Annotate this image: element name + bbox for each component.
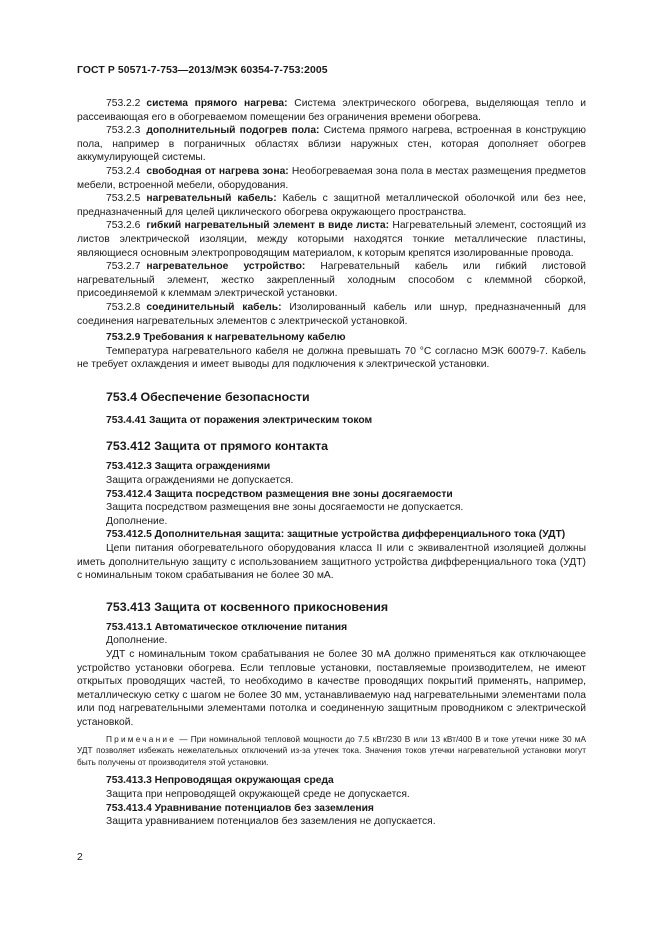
paragraph: Цепи питания обогревательного оборудования класса II или с эквивалентной изоляцией должны иметь дополнительную защиту с использованием защитного устройства дифференциального тока (УДТ) с номинальным током срабатывания не более 30 мА.: [77, 543, 586, 582]
definition-number: 753.2.4: [106, 165, 141, 177]
definition-term: гибкий нагревательный элемент в виде листа:: [146, 220, 390, 232]
section-heading-753-2-9: 753.2.9 Требования к нагревательному кабелю: [106, 332, 346, 344]
definition-number: 753.2.3: [106, 125, 141, 137]
definition-item: [77, 165, 586, 192]
definition-item: [77, 124, 586, 165]
note: [77, 734, 586, 769]
paragraph: Дополнение.: [106, 635, 168, 647]
section-heading-753-413-4: 753.413.4 Уравнивание потенциалов без заземления: [106, 802, 374, 814]
definition-term: дополнительный подогрев пола:: [146, 125, 320, 137]
definition-term: соединительный кабель:: [146, 301, 282, 313]
definition-number: 753.2.8: [106, 301, 141, 313]
definition-text: Кабель с защитной металлической оболочкой или без нее, предназначенный для целей циклического обогрева окружающего пространства.: [77, 193, 586, 218]
definition-item: [77, 97, 586, 124]
definition-item: [77, 260, 586, 301]
section-heading-753-4: 753.4 Обеспечение безопасности: [106, 389, 310, 404]
definition-text: Изолированный кабель или шнур, предназначенный для соединения нагревательных элементов с электрической установкой.: [77, 301, 586, 327]
paragraph: Температура нагревательного кабеля не должна превышать 70 °С согласно МЭК 60079-7. Кабель не требует охлаждения и имеет выводы для подключения к электрической установки.: [77, 345, 586, 371]
paragraph: Защита ограждениями не допускается.: [106, 475, 294, 487]
section-heading-753-413: 753.413 Защита от косвенного прикосновения: [106, 599, 389, 614]
section-heading-753-412-3: 753.412.3 Защита ограждениями: [106, 461, 271, 473]
section-heading-753-412-5: 753.412.5 Дополнительная защита: защитные устройства дифференциального тока (УДТ): [106, 529, 566, 541]
definition-term: система прямого нагрева:: [146, 98, 288, 109]
section-heading-753-413-1: 753.413.1 Автоматическое отключение питания: [106, 621, 348, 633]
definition-text: Нагревательный элемент, состоящий из листов электрической изоляции, между которыми находятся тонкие металлические пластины, являющиеся основным электропроводящим материалом, к которым крепятся изолированные провода.: [77, 220, 586, 259]
document-header: ГОСТ Р 50571-7-753—2013/МЭК 60354-7-753:2005: [77, 65, 328, 76]
definition-number: 753.2.7: [106, 261, 141, 273]
definition-number: 753.2.6: [106, 220, 141, 232]
page-content: [77, 97, 586, 829]
section-heading-753-413-3: 753.413.3 Непроводящая окружающая среда: [106, 775, 334, 787]
note-label: Примечание: [106, 733, 177, 744]
definition-term: свободная от нагрева зона:: [146, 165, 289, 177]
paragraph: Защита посредством размещения вне зоны досягаемости не допускается.: [106, 502, 464, 514]
section-heading-753-412: 753.412 Защита от прямого контакта: [106, 439, 329, 454]
definition-item: [77, 301, 586, 328]
page-number: 2: [77, 852, 83, 863]
section-heading-753-4-41: 753.4.41 Защита от поражения электрическим током: [106, 414, 373, 426]
definitions-list: [77, 97, 586, 328]
definition-text: Нагревательный кабель или гибкий листовой нагревательный элемент, жестко закрепленный холодным способом с клеммной сборкой, присоединяемой к клеммам электрической установки.: [77, 261, 586, 300]
paragraph: Защита при непроводящей окружающей среде не допускается.: [106, 788, 410, 800]
definition-number: 753.2.5: [106, 193, 141, 205]
note-text: — При номинальной тепловой мощности до 7.5 кВт/230 В или 13 кВт/400 В и токе утечки ниже 30 мА УДТ позволяет избежать нежелательных отключений из-за утечек тока. Значения токов утечки нагревательной установки могут быть получены от производителя этой установки.: [77, 733, 586, 767]
definition-item: [77, 219, 586, 260]
definition-text: Необогреваемая зона пола в местах размещения предметов мебели, встроенной мебели, оборудования.: [77, 165, 586, 191]
definition-number: 753.2.2: [106, 98, 141, 109]
paragraph: УДТ с номинальным током срабатывания не более 30 мА должно применяться как отключающее устройство установки обогрева. Если тепловые установки, поставляемые производителем, не имеют открытых проводящих частей, то необходимо в качестве проводящих покрытий применять, например, металлическую сетку с шагом не более 30 мм, устанавливаемую над нагревательными элементами пола или под нагревательными элементами потолка и соединенную защитным проводником с электрической установкой.: [77, 649, 586, 728]
paragraph: Защита уравниванием потенциалов без заземления не допускается.: [106, 816, 436, 828]
definition-text: Система прямого нагрева, встроенная в конструкцию пола, например в пограничных областях вблизи наружных стен, которая дополняет обогрев аккумулирующей системы.: [77, 125, 586, 164]
definition-text: Система электрического обогрева, выделяющая тепло и рассеивающая его в обогреваемом помещении без ограничения времени обогрева.: [77, 98, 586, 123]
paragraph: Дополнение.: [106, 515, 168, 527]
section-heading-753-412-4: 753.412.4 Защита посредством размещения вне зоны досягаемости: [106, 488, 453, 500]
definition-term: нагревательный кабель:: [146, 193, 277, 205]
definition-item: [77, 192, 586, 219]
definition-term: нагревательное устройство:: [146, 261, 306, 273]
